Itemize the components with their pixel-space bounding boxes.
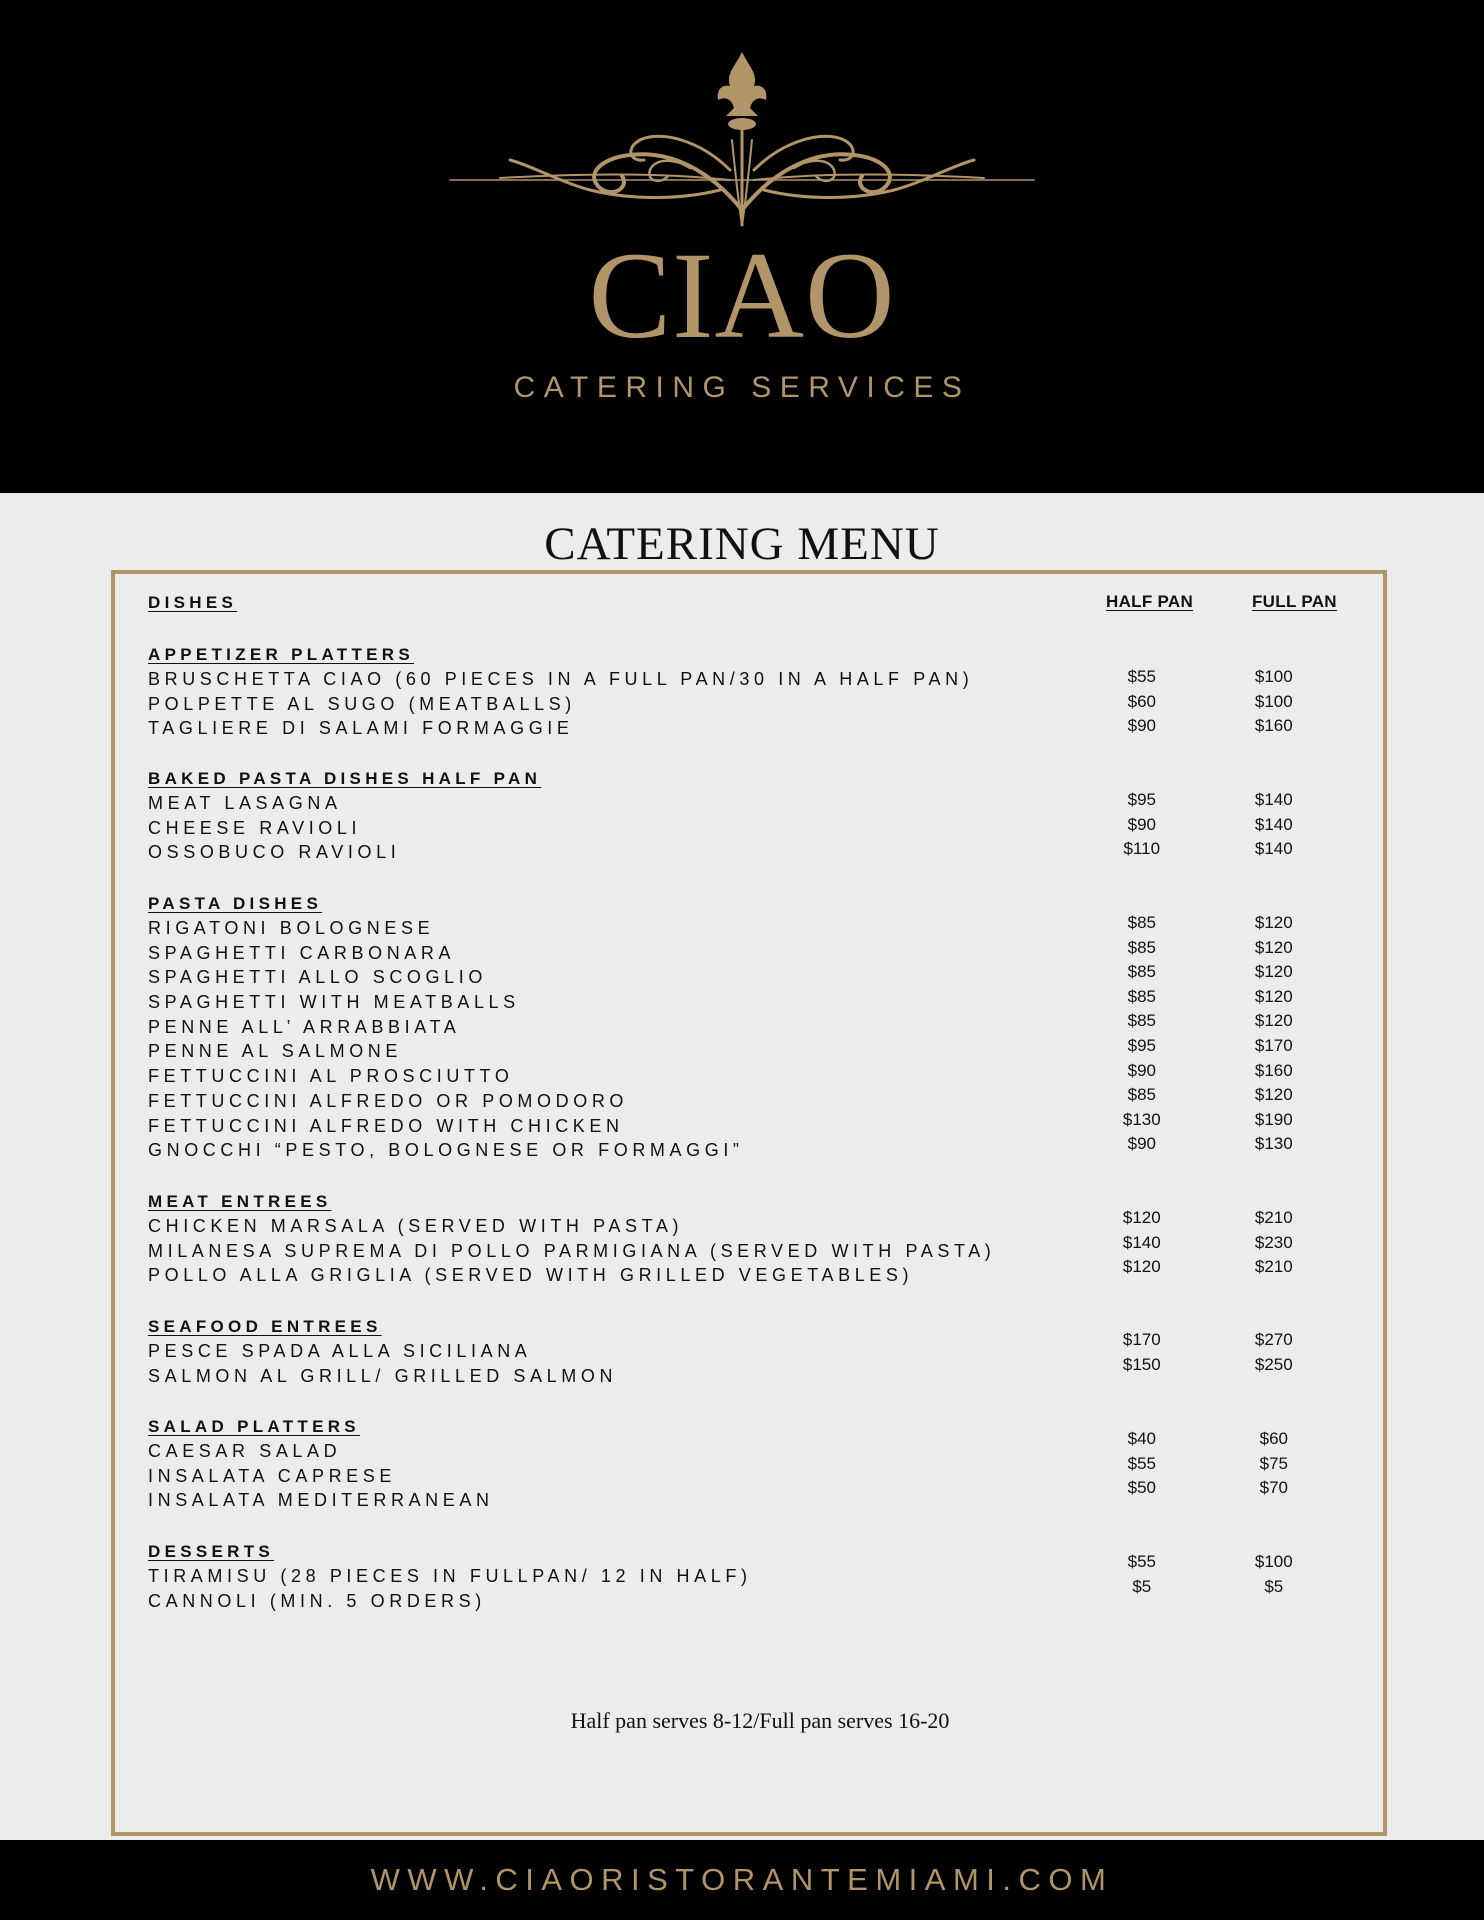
menu-item-name: INSALATA CAPRESE	[148, 1465, 396, 1486]
half-pan-price: $85	[1127, 1085, 1156, 1105]
price-row	[1080, 1575, 1340, 1600]
menu-item-name: PENNE ALL’ ARRABBIATA	[148, 1016, 461, 1037]
half-pan-price: $40	[1127, 1429, 1156, 1448]
half-pan-price: $85	[1127, 1011, 1156, 1031]
price-group	[1080, 1550, 1340, 1599]
full-pan-price: $120	[1254, 937, 1293, 957]
price-row	[1080, 1550, 1340, 1575]
half-pan-price: $95	[1127, 790, 1156, 809]
price-row	[1080, 1255, 1340, 1280]
price-row	[1080, 788, 1340, 813]
full-pan-price: $140	[1254, 839, 1293, 859]
page-title: CATERING MENU	[544, 518, 940, 570]
menu-item-name: BRUSCHETTA CIAO (60 PIECES IN A FULL PAN/30 IN A HALF PAN)	[148, 669, 974, 689]
half-pan-price: $130	[1122, 1109, 1161, 1129]
menu-item-name: RIGATONI BOLOGNESE	[148, 918, 435, 938]
menu-item-name: POLLO ALLA GRIGLIA (SERVED WITH GRILLED VEGETABLES)	[148, 1265, 914, 1286]
brand-name: CIAO	[588, 227, 896, 364]
half-pan-price: $90	[1127, 716, 1156, 736]
half-pan-price: $90	[1127, 1134, 1156, 1154]
full-pan-price: $160	[1254, 716, 1293, 736]
full-pan-price: $210	[1254, 1208, 1293, 1227]
price-group	[1080, 1328, 1340, 1377]
menu-item-name: POLPETTE AL SUGO (MEATBALLS)	[148, 693, 576, 714]
price-row	[1080, 911, 1340, 936]
price-row	[1080, 1476, 1340, 1501]
price-group	[1080, 788, 1340, 862]
half-pan-price: $90	[1127, 814, 1156, 834]
full-pan-price: $140	[1254, 814, 1293, 834]
half-pan-price: $120	[1122, 1257, 1161, 1277]
menu-item-name: SALMON AL GRILL/ GRILLED SALMON	[148, 1365, 618, 1386]
menu-section	[148, 767, 1108, 865]
half-pan-price: $95	[1127, 1035, 1156, 1055]
full-pan-price: $250	[1254, 1354, 1293, 1374]
half-pan-price: $55	[1127, 667, 1156, 686]
price-row	[1080, 1132, 1340, 1157]
menu-item-name: INSALATA MEDITERRANEAN	[148, 1490, 494, 1511]
full-pan-column-header: FULL PAN	[1252, 592, 1337, 611]
half-pan-price: $85	[1127, 913, 1156, 932]
price-row	[1080, 1452, 1340, 1477]
menu-item-name: CHEESE RAVIOLI	[148, 817, 362, 838]
price-row	[1080, 1231, 1340, 1256]
menu-item-name: PESCE SPADA ALLA SICILIANA	[148, 1341, 532, 1361]
half-pan-price: $5	[1132, 1576, 1152, 1596]
menu-section	[148, 892, 1108, 1163]
menu-item-name: OSSOBUCO RAVIOLI	[148, 842, 401, 863]
section-title: APPETIZER PLATTERS	[148, 645, 414, 664]
full-pan-price: $100	[1254, 1552, 1293, 1571]
price-row	[1080, 1427, 1340, 1452]
full-pan-price: $130	[1254, 1134, 1293, 1154]
website-link[interactable]: WWW.CIAORISTORANTEMIAMI.COM	[370, 1862, 1114, 1897]
menu-item-name: GNOCCHI “PESTO, BOLOGNESE OR FORMAGGI”	[148, 1140, 744, 1161]
full-pan-price: $120	[1254, 1085, 1293, 1105]
price-row	[1080, 665, 1340, 690]
menu-item-name: CAESAR SALAD	[148, 1441, 342, 1461]
full-pan-price: $75	[1259, 1453, 1288, 1473]
dishes-column-header: DISHES	[148, 593, 238, 612]
menu-section	[148, 1315, 1108, 1388]
menu-item-name: CHICKEN MARSALA (SERVED WITH PASTA)	[148, 1216, 684, 1236]
price-row	[1080, 813, 1340, 838]
price-row	[1080, 714, 1340, 739]
menu-item-name: FETTUCCINI ALFREDO OR POMODORO	[148, 1090, 629, 1111]
menu-item-name: SPAGHETTI CARBONARA	[148, 942, 456, 963]
menu-item-name: SPAGHETTI ALLO SCOGLIO	[148, 967, 487, 988]
half-pan-price: $85	[1127, 937, 1156, 957]
price-row	[1080, 690, 1340, 715]
price-row	[1080, 960, 1340, 985]
full-pan-price: $120	[1254, 986, 1293, 1006]
price-row	[1080, 1034, 1340, 1059]
half-pan-price: $85	[1127, 962, 1156, 982]
price-row	[1080, 1353, 1340, 1378]
price-row	[1080, 985, 1340, 1010]
section-title: SEAFOOD ENTREES	[148, 1317, 382, 1336]
full-pan-price: $100	[1254, 691, 1293, 711]
section-title: MEAT ENTREES	[148, 1192, 332, 1211]
header-banner	[0, 0, 1484, 493]
menu-item-name: TAGLIERE DI SALAMI FORMAGGIE	[148, 718, 574, 739]
serving-note: Half pan serves 8-12/Full pan serves 16-20	[570, 1708, 950, 1733]
half-pan-price: $60	[1127, 691, 1156, 711]
half-pan-price: $85	[1127, 986, 1156, 1006]
full-pan-price: $170	[1254, 1035, 1293, 1055]
full-pan-price: $100	[1254, 667, 1293, 686]
menu-item-name: FETTUCCINI AL PROSCIUTTO	[148, 1066, 514, 1087]
price-row	[1080, 837, 1340, 862]
flourish-ornament-icon	[440, 50, 1044, 230]
price-row	[1080, 1059, 1340, 1084]
half-pan-price: $120	[1122, 1208, 1161, 1227]
price-row	[1080, 1328, 1340, 1353]
price-row	[1080, 936, 1340, 961]
full-pan-price: $5	[1264, 1576, 1284, 1596]
half-pan-column-header: HALF PAN	[1106, 592, 1194, 611]
full-pan-price: $120	[1254, 913, 1293, 932]
menu-item-name: TIRAMISU (28 PIECES IN FULLPAN/ 12 IN HALF)	[148, 1566, 752, 1586]
brand-tagline: CATERING SERVICES	[513, 371, 971, 404]
menu-section	[148, 1190, 1108, 1288]
menu-item-name: MEAT LASAGNA	[148, 793, 342, 813]
section-title: BAKED PASTA DISHES HALF PAN	[148, 769, 542, 788]
full-pan-price: $140	[1254, 790, 1293, 809]
full-pan-price: $230	[1254, 1232, 1293, 1252]
half-pan-price: $55	[1127, 1453, 1156, 1473]
menu-item-name: CANNOLI (MIN. 5 ORDERS)	[148, 1590, 486, 1611]
section-title: PASTA DISHES	[148, 894, 323, 913]
full-pan-price: $210	[1254, 1257, 1293, 1277]
half-pan-price: $150	[1122, 1354, 1161, 1374]
section-title: DESSERTS	[148, 1542, 275, 1561]
full-pan-price: $60	[1259, 1429, 1288, 1448]
price-group	[1080, 911, 1340, 1157]
menu-item-name: SPAGHETTI WITH MEATBALLS	[148, 992, 520, 1013]
half-pan-price: $90	[1127, 1060, 1156, 1080]
footer-banner	[0, 1840, 1484, 1920]
menu-section	[148, 1540, 1108, 1613]
full-pan-price: $270	[1254, 1330, 1293, 1349]
half-pan-price: $170	[1122, 1330, 1161, 1349]
price-row	[1080, 1083, 1340, 1108]
half-pan-price: $55	[1127, 1552, 1156, 1571]
price-row	[1080, 1108, 1340, 1133]
price-group	[1080, 1206, 1340, 1280]
half-pan-price: $50	[1127, 1478, 1156, 1498]
half-pan-price: $110	[1123, 839, 1161, 859]
full-pan-price: $190	[1254, 1109, 1293, 1129]
half-pan-price: $140	[1122, 1232, 1161, 1252]
price-row	[1080, 1009, 1340, 1034]
menu-item-name: MILANESA SUPREMA DI POLLO PARMIGIANA (SERVED WITH PASTA)	[148, 1240, 996, 1261]
price-row	[1080, 1206, 1340, 1231]
menu-item-name: PENNE AL SALMONE	[148, 1041, 402, 1062]
section-title: SALAD PLATTERS	[148, 1417, 360, 1436]
menu-section	[148, 1415, 1108, 1513]
price-group	[1080, 1427, 1340, 1501]
full-pan-price: $120	[1254, 962, 1293, 982]
full-pan-price: $160	[1254, 1060, 1293, 1080]
menu-item-name: FETTUCCINI ALFREDO WITH CHICKEN	[148, 1115, 624, 1136]
full-pan-price: $70	[1259, 1478, 1288, 1498]
price-group	[1080, 665, 1340, 739]
menu-section	[148, 643, 1108, 741]
full-pan-price: $120	[1254, 1011, 1293, 1031]
